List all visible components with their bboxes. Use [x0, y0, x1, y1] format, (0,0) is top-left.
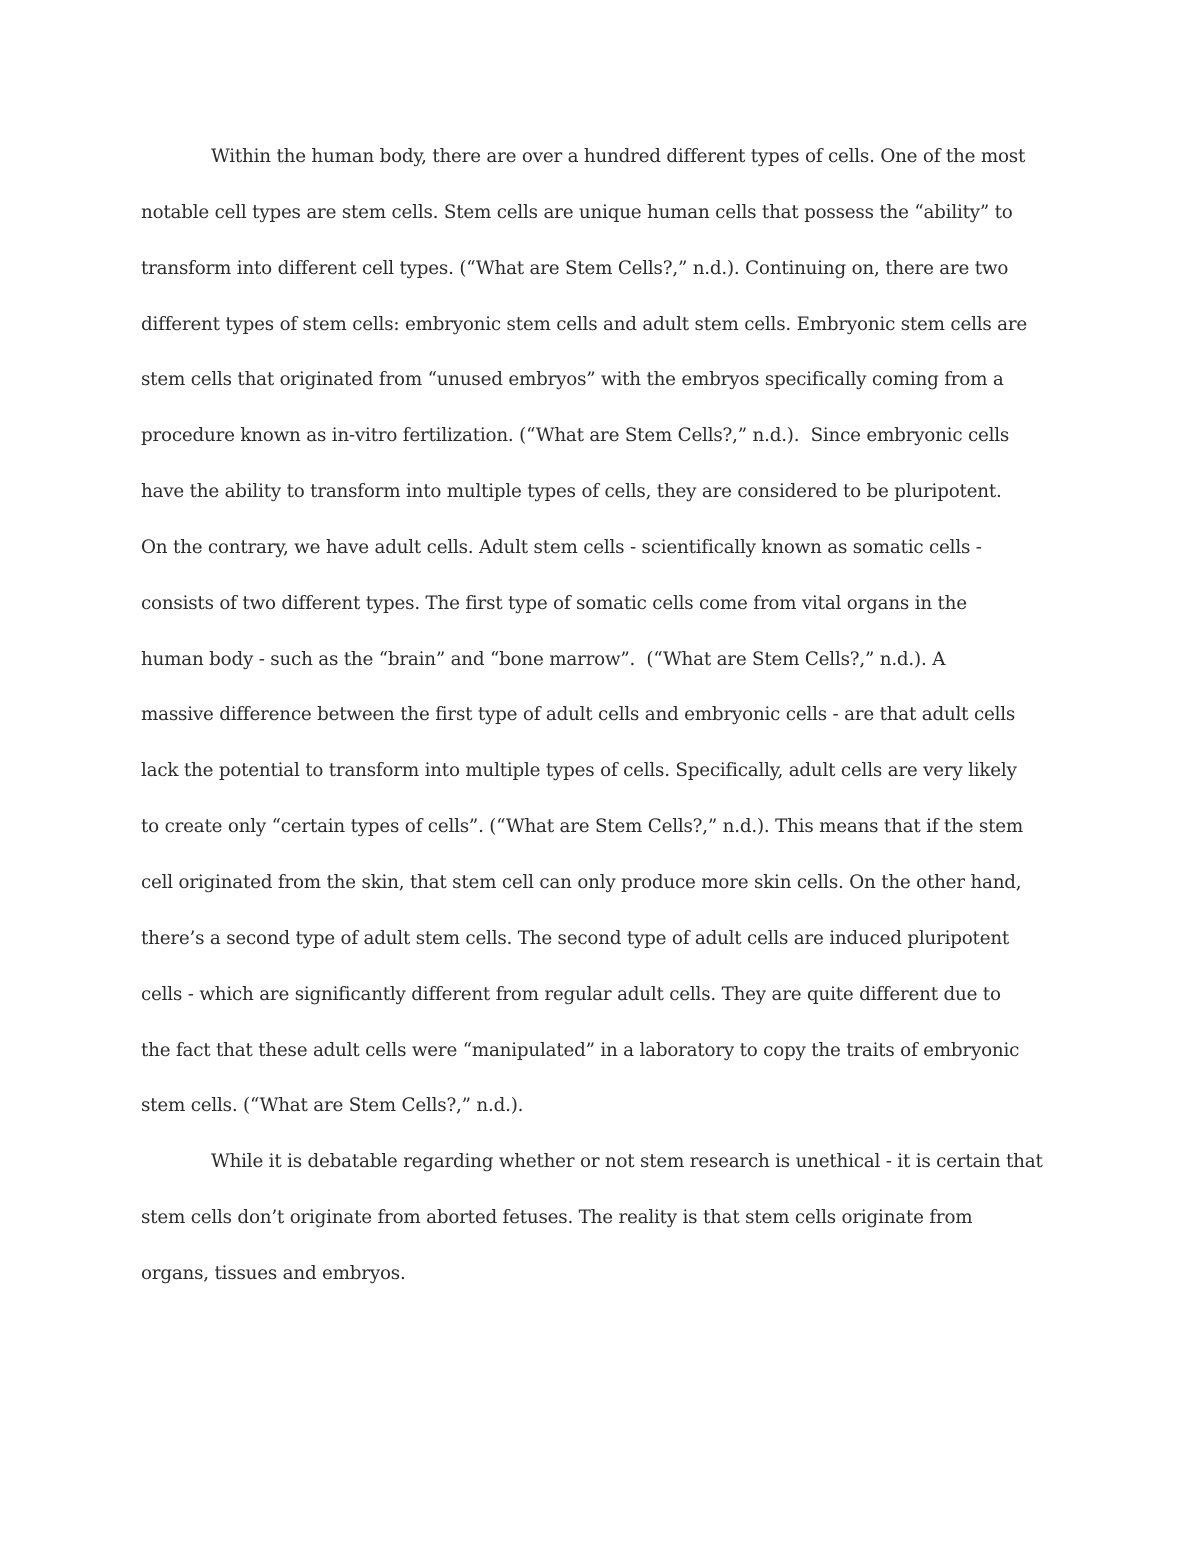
text-line: the fact that these adult cells were “manipulated” in a laboratory to copy the traits of embryonic	[141, 1039, 1020, 1061]
text-line: stem cells that originated from “unused embryos” with the embryos specifically coming from a	[141, 369, 1004, 391]
text-line: there’s a second type of adult stem cells. The second type of adult cells are induced pluripotent	[141, 927, 1010, 949]
text-line: cells - which are significantly different from regular adult cells. They are quite different due to	[141, 983, 1001, 1005]
text-line: Within the human body, there are over a hundred different types of cells. One of the most	[211, 146, 1026, 167]
text-line: lack the potential to transform into multiple types of cells. Specifically, adult cells are very likely	[141, 760, 1017, 782]
text-line: On the contrary, we have adult cells. Adult stem cells - scientifically known as somatic cells -	[141, 536, 982, 558]
text-line: consists of two different types. The first type of somatic cells come from vital organs in the	[141, 592, 967, 614]
paragraph-2	[141, 1134, 1061, 1302]
text-line: human body - such as the “brain” and “bone marrow”. (“What are Stem Cells?,” n.d.). A	[141, 648, 946, 670]
text-line: stem cells. (“What are Stem Cells?,” n.d.).	[141, 1095, 524, 1117]
text-line: transform into different cell types. (“What are Stem Cells?,” n.d.). Continuing on, there are two	[141, 257, 1009, 279]
text-line: organs, tissues and embryos.	[141, 1262, 406, 1284]
text-line: have the ability to transform into multiple types of cells, they are considered to be pluripotent.	[141, 481, 1002, 503]
text-line: cell originated from the skin, that stem cell can only produce more skin cells. On the other hand,	[141, 871, 1022, 893]
body-text	[141, 129, 1061, 1302]
text-line: different types of stem cells: embryonic stem cells and adult stem cells. Embryonic stem cells are	[141, 313, 1028, 335]
text-line: massive difference between the first type of adult cells and embryonic cells - are that adult cells	[141, 704, 1016, 726]
text-line: While it is debatable regarding whether or not stem research is unethical - it is certain that	[211, 1151, 1043, 1173]
text-line: notable cell types are stem cells. Stem cells are unique human cells that possess the “ability” to	[141, 201, 1013, 223]
text-line: to create only “certain types of cells”. (“What are Stem Cells?,” n.d.). This means that if the stem	[141, 816, 1023, 838]
text-line: stem cells don’t originate from aborted fetuses. The reality is that stem cells originate from	[141, 1207, 973, 1229]
paragraph-1	[141, 129, 1061, 1134]
text-line: procedure known as in-vitro fertilization. (“What are Stem Cells?,” n.d.). Since embryonic cells	[141, 425, 1010, 447]
